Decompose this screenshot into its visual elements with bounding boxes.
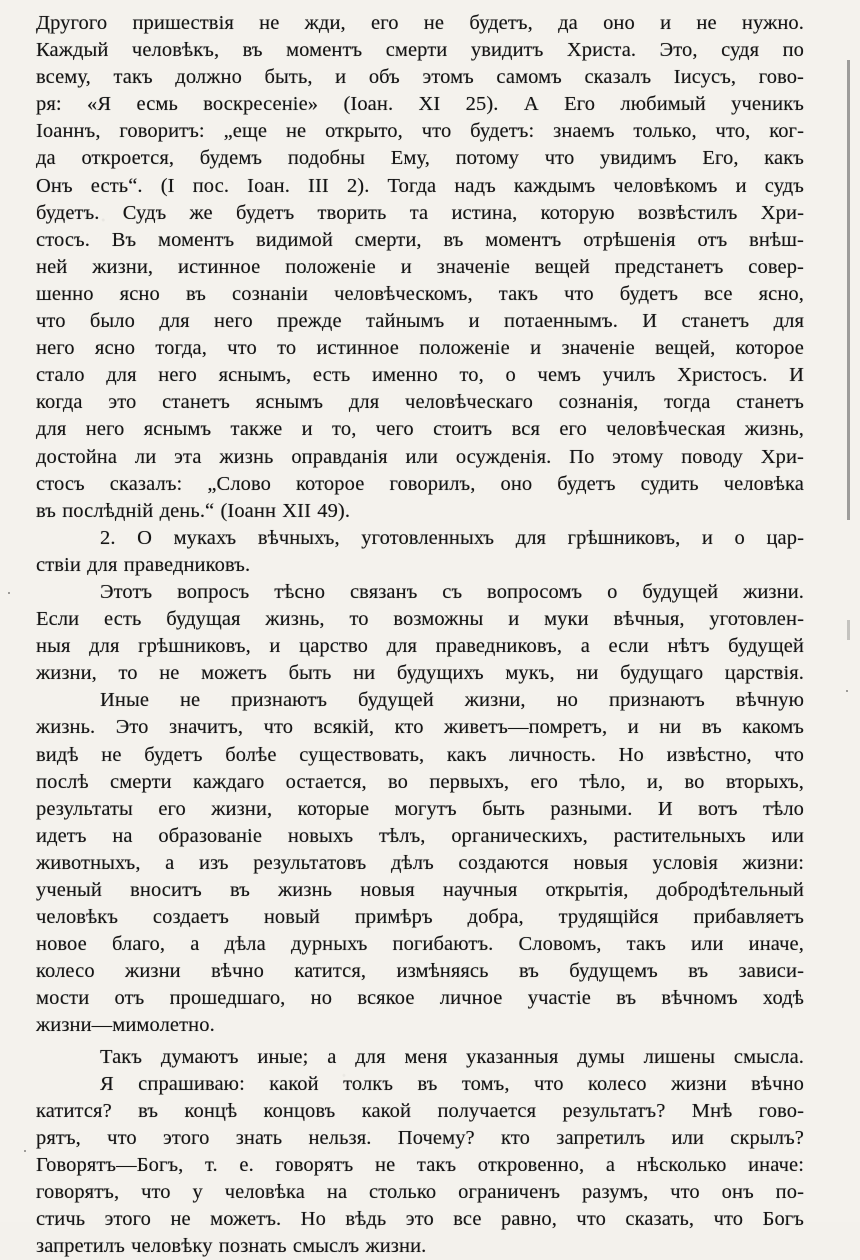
scan-dust [846, 690, 848, 692]
text-line-4: ря: «Я есмь воскресеніе» (Іоан. XI 25). А Его любимый ученикъ [36, 93, 804, 116]
text-line-36: колесо жизни вѣчно катится, измѣняясь въ будущемъ въ зависи- [36, 960, 804, 983]
text-line-12: что было для него прежде тайнымъ и потаеннымъ. И станетъ для [36, 310, 804, 333]
text-line-41: катится? въ концѣ концовъ какой получается результатъ? Мнѣ гово- [36, 1099, 804, 1122]
text-line-16: для него яснымъ также и то, чего стоитъ вся его человѣческая жизнь, [36, 418, 804, 441]
text-line-42: рятъ, что этого знать нельзя. Почему? кто запретилъ или скрылъ? [36, 1126, 804, 1149]
text-line-2: Каждый человѣкъ, въ моментъ смерти увидитъ Христа. Это, судя по [36, 39, 804, 62]
text-line-9: стосъ. Въ моментъ видимой смерти, въ моментъ отрѣшенія отъ внѣш- [36, 228, 804, 251]
text-line-35: новое благо, а дѣла дурныхъ погибаютъ. Словомъ, такъ или иначе, [36, 933, 804, 956]
text-line-38: жизни—мимолетно. [36, 1014, 215, 1037]
text-line-7: Онъ есть“. (І пос. Іоан. III 2). Тогда надъ каждымъ человѣкомъ и судъ [36, 174, 804, 197]
text-line-26: Иные не признаютъ будущей жизни, но признаютъ вѣчную [100, 689, 804, 712]
text-line-33: ученый вноситъ въ жизнь новыя научныя открытія, добродѣтельный [36, 879, 804, 901]
text-line-43: Говорятъ—Богъ, т. е. говорятъ не такъ откровенно, а нѣсколько иначе: [36, 1153, 804, 1176]
text-line-29: послѣ смерти каждаго остается, во первыхъ, его тѣло, и, во вторыхъ, [36, 770, 804, 793]
text-line-5: Іоаннъ, говоритъ: „еще не открыто, что будетъ: знаемъ только, что, ког- [36, 120, 804, 143]
text-line-37: мости отъ прошедшаго, но всякое личное участіе въ вѣчномъ ходѣ [36, 987, 804, 1010]
scan-dust [8, 592, 10, 594]
text-line-15: когда это станетъ яснымъ для человѣческаго сознанія, тогда станетъ [36, 391, 804, 414]
text-line-25: жизни, то не можетъ быть ни будущихъ мукъ, ни будущаго царствія. [36, 662, 804, 685]
text-line-39: Такъ думаютъ иные; а для меня указанныя думы лишены смысла. [100, 1045, 804, 1068]
text-line-13: него ясно тогда, что то истинное положеніе и значеніе вещей, которое [36, 337, 804, 360]
text-line-14: стало для него яснымъ, есть именно то, о чемъ училъ Христосъ. И [36, 364, 804, 387]
section-heading-2: 2. О мукахъ вѣчныхъ, уготовленныхъ для грѣшниковъ, и о цар- [100, 526, 804, 549]
text-line-18: стосъ сказалъ: „Слово которое говорилъ, оно будетъ судить человѣка [36, 472, 804, 495]
text-line-31: идетъ на образованіе новыхъ тѣлъ, органическихъ, растительныхъ или [36, 824, 804, 847]
scan-edge-mark [847, 60, 850, 520]
scan-dust [24, 1150, 26, 1152]
text-line-28: видѣ не будетъ болѣе существовать, какъ личность. Но извѣстно, что [36, 743, 804, 766]
text-line-10: ней жизни, истинное положеніе и значеніе вещей предстанетъ совер- [36, 255, 804, 278]
text-line-17: достойна ли эта жизнь оправданія или осужденія. По этому поводу Хри- [36, 445, 804, 468]
text-line-44: говорятъ, что у человѣка на столько ограниченъ разумъ, что онъ по- [36, 1181, 804, 1204]
text-line-3: всему, такъ должно быть, и объ этомъ самомъ сказалъ Іисусъ, гово- [36, 66, 804, 89]
text-line-34: человѣкъ создаетъ новый примѣръ добра, трудящійся прибавляетъ [36, 906, 804, 929]
text-line-27: жизнь. Это значитъ, что всякій, кто живетъ—помретъ, и ни въ какомъ [36, 716, 804, 739]
text-line-30: результаты его жизни, которые могутъ быть разными. И вотъ тѣло [36, 797, 804, 820]
text-line-32: животныхъ, а изъ результатовъ дѣлъ создаются новыя условія жизни: [36, 851, 804, 874]
text-line-6: да откроется, будемъ подобны Ему, потому что увидимъ Его, какъ [36, 147, 804, 170]
text-line-19: въ послѣдній день.“ (Іоанн XII 49). [36, 499, 351, 522]
text-line-22: Этотъ вопросъ тѣсно связанъ съ вопросомъ о будущей жизни. [100, 580, 804, 603]
text-line-8: будетъ. Судъ же будетъ творить та истина, которую возвѣстилъ Хри- [36, 201, 804, 224]
section-heading-2-cont: ствіи для праведниковъ. [36, 553, 251, 576]
text-line-23: Если есть будущая жизнь, то возможны и муки вѣчныя, уготовлен- [36, 608, 804, 631]
text-line-11: шенно ясно въ сознаніи человѣческомъ, такъ что будетъ все ясно, [36, 282, 804, 305]
text-line-40: Я спрашиваю: какой толкъ въ томъ, что колесо жизни вѣчно [100, 1072, 804, 1095]
scan-edge-mark [847, 620, 850, 640]
text-line-1: Другого пришествія не жди, его не будетъ, да оно и не нужно. [36, 12, 804, 34]
text-line-45: стичь этого не можетъ. Но вѣдь это все равно, что сказать, что Богъ [36, 1208, 804, 1231]
text-line-46: запретилъ человѣку познать смыслъ жизни. [36, 1235, 427, 1258]
text-line-24: ныя для грѣшниковъ, и царство для праведниковъ, а если нѣтъ будущей [36, 635, 804, 658]
body-text [36, 10, 804, 1260]
